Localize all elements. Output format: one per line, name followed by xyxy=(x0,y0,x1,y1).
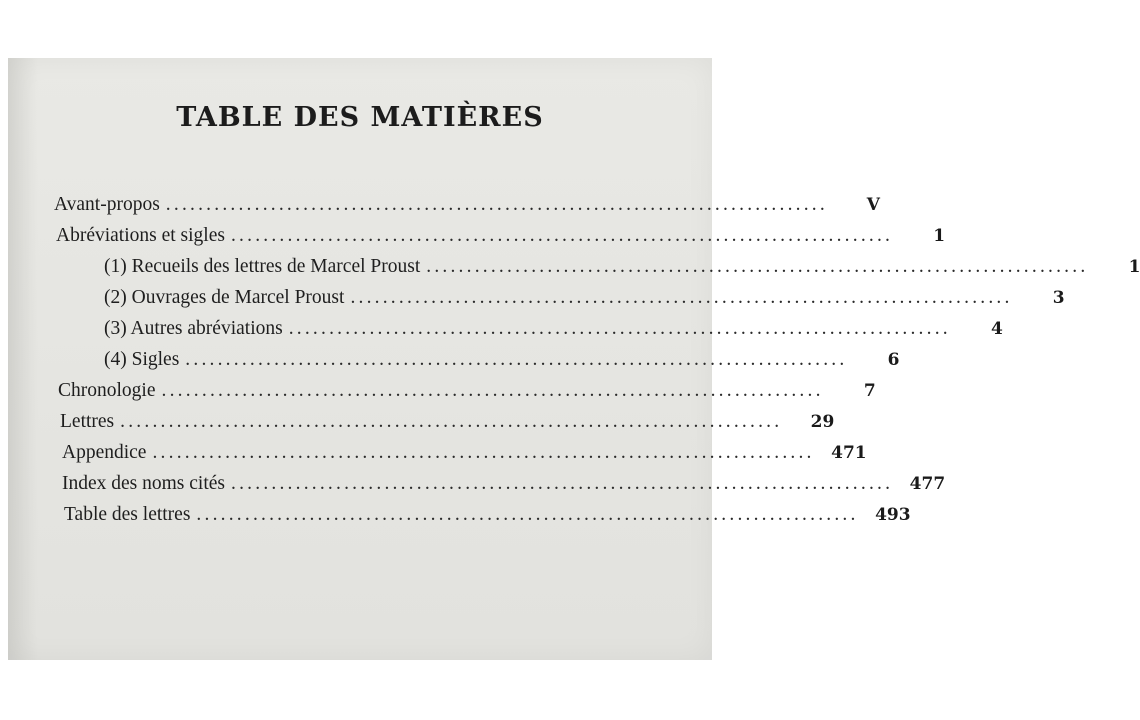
toc-entry-label: Appendice xyxy=(62,442,147,463)
dot-leader: .................................................................................. xyxy=(230,225,894,246)
dot-leader: .................................................................................. xyxy=(185,349,848,370)
toc-entry-page: V xyxy=(866,195,880,215)
page-title: TABLE DES MATIÈRES xyxy=(176,102,544,133)
toc-entry-recueils xyxy=(104,256,1140,284)
toc-entry-label: (1) Recueils des lettres de Marcel Proust xyxy=(104,256,421,277)
toc-entry-lettres xyxy=(60,411,835,439)
toc-entry-page: 493 xyxy=(875,505,911,525)
dot-leader: .................................................................................. xyxy=(288,318,951,339)
toc-entry-page: 4 xyxy=(991,319,1003,339)
toc-entry-index xyxy=(62,473,946,501)
dot-leader: .................................................................................. xyxy=(161,380,824,401)
toc-entry-abreviations xyxy=(56,225,946,253)
toc-entry-autres-abreviations xyxy=(104,318,1003,346)
toc-entry-sigles xyxy=(104,349,900,377)
toc-entry-page: 3 xyxy=(1052,288,1065,308)
dot-leader: .................................................................................. xyxy=(196,504,859,525)
toc-entry-label: Chronologie xyxy=(58,380,156,401)
toc-entry-label: (4) Sigles xyxy=(104,349,180,370)
toc-entry-label: Lettres xyxy=(60,411,115,432)
toc-entry-label: (3) Autres abréviations xyxy=(104,318,283,339)
toc-entry-page: 1 xyxy=(1128,257,1140,277)
toc-entry-page: 477 xyxy=(909,474,946,494)
dot-leader: .................................................................................. xyxy=(120,411,783,432)
toc-entry-avant-propos xyxy=(54,194,880,222)
dot-leader: .................................................................................. xyxy=(152,442,815,463)
dot-leader: .................................................................................. xyxy=(231,473,894,494)
toc-entry-label: Avant-propos xyxy=(54,194,160,215)
book-page xyxy=(8,58,1140,660)
toc-entry-page: 471 xyxy=(831,443,867,463)
toc-entry-label: (2) Ouvrages de Marcel Proust xyxy=(104,287,345,308)
toc-entry-label: Abréviations et sigles xyxy=(56,225,225,246)
toc-entry-table-des-lettres xyxy=(64,504,911,532)
toc-entry-label: Index des noms cités xyxy=(62,473,226,494)
toc-entry-page: 6 xyxy=(887,350,900,370)
toc-entry-chronologie xyxy=(58,380,876,408)
toc-entry-page: 7 xyxy=(863,381,876,401)
toc-entry-appendice xyxy=(62,442,867,470)
dot-leader: .................................................................................. xyxy=(426,256,1089,277)
dot-leader: .................................................................................. xyxy=(350,287,1013,308)
table-of-contents xyxy=(8,58,1140,660)
toc-entry-ouvrages xyxy=(104,287,1065,315)
dot-leader: .................................................................................. xyxy=(165,194,828,215)
toc-entry-page: 29 xyxy=(810,412,835,432)
toc-entry-label: Table des lettres xyxy=(64,504,191,525)
toc-entry-page: 1 xyxy=(933,226,946,246)
